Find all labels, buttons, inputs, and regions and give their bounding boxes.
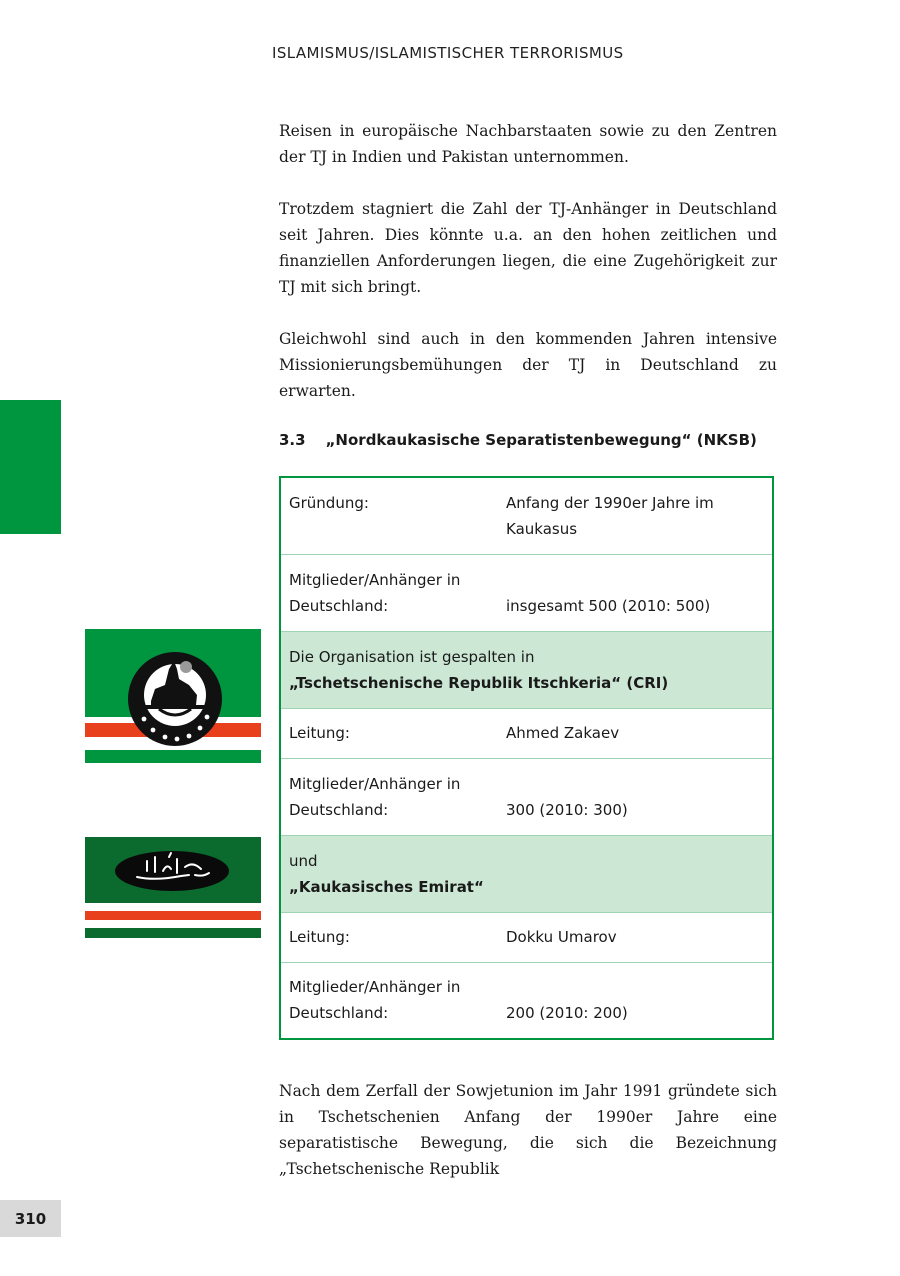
body-paragraph: Trotzdem stagniert die Zahl der TJ-Anhänger in Deutschland seit Jahren. Dies könnte u.a. an den hohen zeitlichen und finanziellen Anforderungen liegen, die eine Zugehörigkeit zur TJ mit sich bringt. xyxy=(279,200,777,296)
leader-label: Leitung: xyxy=(280,708,498,758)
table-row xyxy=(280,835,773,912)
emirate-name: „Kaukasisches Emirat“ xyxy=(289,877,484,896)
running-header: ISLAMISMUS/ISLAMISTISCHER TERRORISMUS xyxy=(272,44,624,62)
leader-label: Leitung: xyxy=(280,912,498,962)
body-paragraph: Gleichwohl sind auch in den kommenden Jahren intensive Missionierungsbemühungen der TJ in Deutschland zu erwarten. xyxy=(279,330,777,400)
cri-name: „Tschetschenische Republik Itschkeria“ (CRI) xyxy=(289,673,669,692)
page-number: 310 xyxy=(0,1200,61,1237)
and-note-line1: und xyxy=(289,851,318,870)
table-row xyxy=(280,708,773,758)
members-label-line1: Mitglieder/Anhänger in xyxy=(289,978,461,996)
members-value: insgesamt 500 (2010: 500) xyxy=(498,554,773,631)
chapter-tab xyxy=(0,400,61,534)
body-paragraph: Reisen in europäische Nachbarstaaten sowie zu den Zentren der TJ in Indien und Pakistan unternommen. xyxy=(279,122,777,166)
table-row xyxy=(280,477,773,554)
members-label xyxy=(280,758,498,835)
founding-value: Anfang der 1990er Jahre im Kaukasus xyxy=(506,494,714,538)
members-label xyxy=(280,962,498,1039)
section-number: 3.3 xyxy=(279,431,306,449)
leader-value: Dokku Umarov xyxy=(498,912,773,962)
members-value: 300 (2010: 300) xyxy=(498,758,773,835)
split-note-line1: Die Organisation ist gespalten in xyxy=(289,647,535,666)
members-label-line1: Mitglieder/Anhänger in xyxy=(289,774,461,793)
body-paragraph: Nach dem Zerfall der Sowjetunion im Jahr 1991 gründete sich in Tschetschenien Anfang der 1990er Jahre eine separatistische Bewegung, die sich die Bezeichnung „Tschetschenische Republik xyxy=(279,1082,777,1178)
members-label xyxy=(280,554,498,631)
section-title: „Nordkaukasische Separatistenbewegung“ (NKSB) xyxy=(325,431,757,449)
table-row xyxy=(280,912,773,962)
leader-value: Ahmed Zakaev xyxy=(498,708,773,758)
table-row xyxy=(280,554,773,631)
members-label-line1: Mitglieder/Anhänger in xyxy=(289,570,461,589)
table-row xyxy=(280,962,773,1039)
section-heading xyxy=(279,431,757,449)
organization-facts-table xyxy=(279,476,774,1040)
founding-label: Gründung: xyxy=(289,494,369,512)
split-note xyxy=(280,631,773,708)
table-row xyxy=(280,631,773,708)
members-label-line2: Deutschland: xyxy=(289,1004,389,1022)
table-row xyxy=(280,758,773,835)
and-note xyxy=(280,835,773,912)
caucasus-emirate-flag-image xyxy=(85,837,261,938)
members-value: 200 (2010: 200) xyxy=(498,962,773,1039)
members-label-line2: Deutschland: xyxy=(289,596,389,615)
members-label-line2: Deutschland: xyxy=(289,800,389,819)
ichkeria-flag-image xyxy=(85,629,261,763)
